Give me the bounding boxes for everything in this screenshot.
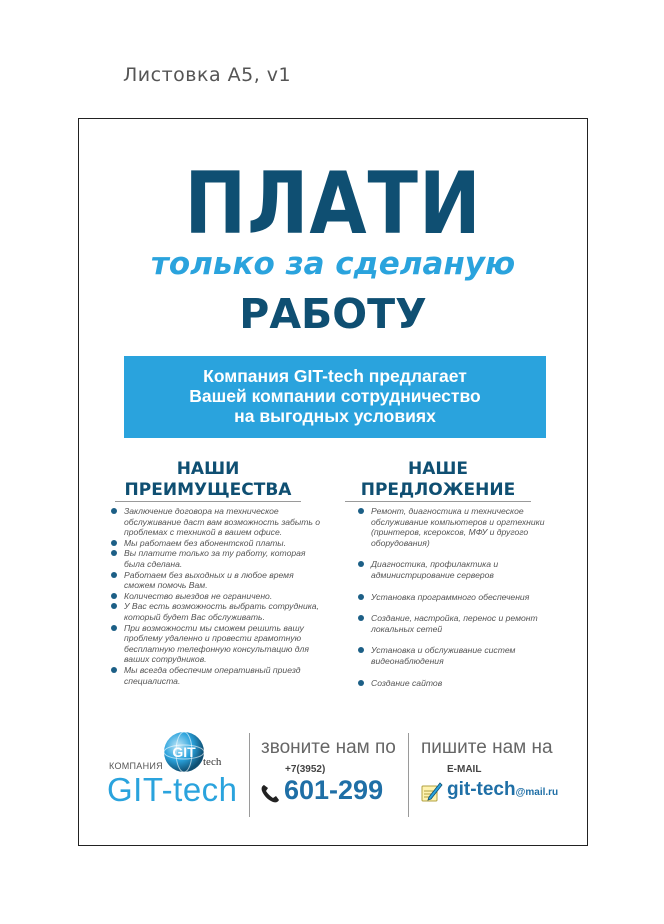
- bullet-icon: [358, 615, 364, 621]
- footer-divider: [249, 733, 250, 817]
- bullet-icon: [111, 603, 117, 609]
- bullet-icon: [111, 667, 117, 673]
- mail-pen-icon: [420, 780, 444, 804]
- headline-work: РАБОТУ: [239, 290, 427, 338]
- headline-sub: только за сделаную: [150, 246, 516, 282]
- phone-icon: [259, 783, 281, 805]
- proposal-list: [358, 506, 563, 699]
- email-user: git-tech: [447, 779, 516, 800]
- list-item: Установка и обслуживание систем видеонаблюдения: [358, 645, 563, 666]
- bullet-icon: [358, 594, 364, 600]
- offer-banner: [124, 356, 546, 438]
- proposal-heading-line-1: НАШЕ: [408, 459, 468, 479]
- advantages-heading-line-1: НАШИ: [176, 459, 240, 479]
- bullet-icon: [111, 540, 117, 546]
- list-item: Мы всегда обеспечим оперативный приезд специалиста.: [111, 665, 321, 686]
- advantages-heading: [113, 459, 303, 501]
- bullet-icon: [358, 508, 364, 514]
- logo-letters: GIT: [172, 744, 196, 760]
- globe-logo-icon: [161, 729, 207, 775]
- list-item: Работаем без выходных и в любое время сможем помочь Вам.: [111, 570, 321, 591]
- advantages-divider: [115, 501, 301, 502]
- offer-line-2: Вашей компании сотрудничество: [189, 386, 481, 406]
- list-item: Заключение договора на техническое обслуживание даст вам возможность забыть о проблемах с техникой в вашем офисе.: [111, 506, 321, 538]
- list-item: Установка программного обеспечения: [358, 592, 563, 603]
- company-label: КОМПАНИЯ: [109, 761, 163, 771]
- phone-number[interactable]: 601-299: [284, 775, 384, 805]
- bullet-icon: [111, 625, 117, 631]
- advantages-list: [111, 506, 321, 686]
- list-item: Создание, настройка, перенос и ремонт локальных сетей: [358, 613, 563, 634]
- flyer-caption: Листовка А5, v1: [123, 64, 292, 86]
- list-item: Диагностика, профилактика и администрирование серверов: [358, 559, 563, 580]
- proposal-divider: [345, 501, 531, 502]
- list-item: Мы работаем без абонентской платы.: [111, 538, 321, 549]
- bullet-icon: [111, 508, 117, 514]
- bullet-icon: [358, 647, 364, 653]
- list-item: При возможности мы сможем решить вашу проблему удаленно и провести грамотную бесплатную телефонную консультацию для ваших сотрудников.: [111, 623, 321, 665]
- bullet-icon: [358, 680, 364, 686]
- logo-suffix: tech: [203, 756, 222, 768]
- proposal-heading: [343, 459, 533, 501]
- list-item: Ремонт, диагностика и техническое обслуживание компьютеров и оргтехники (принтеров, ксероксов, МФУ и другого оборудования): [358, 506, 563, 548]
- proposal-heading-line-2: ПРЕДЛОЖЕНИЕ: [360, 480, 516, 500]
- brand-name: GIT-tech: [107, 771, 238, 808]
- offer-line-1: Компания GIT-tech предлагает: [203, 366, 467, 386]
- bullet-icon: [111, 572, 117, 578]
- list-item: У Вас есть возможность выбрать сотрудника, который будет Вас обслуживать.: [111, 601, 321, 622]
- list-item: Количество выездов не ограничено.: [111, 591, 321, 602]
- bullet-icon: [111, 550, 117, 556]
- email-domain: @mail.ru: [515, 787, 559, 798]
- footer-divider: [408, 733, 409, 817]
- bullet-icon: [358, 561, 364, 567]
- call-label: звоните нам по: [261, 737, 396, 758]
- email-address[interactable]: [447, 779, 558, 801]
- advantages-heading-line-2: ПРЕИМУЩЕСТВА: [124, 480, 292, 500]
- offer-line-3: на выгодных условиях: [234, 406, 436, 426]
- area-code: +7(3952): [285, 764, 326, 775]
- email-label: E-MAIL: [447, 764, 482, 775]
- headline-main: ПЛАТИ: [184, 154, 482, 254]
- flyer-sheet: [78, 118, 588, 846]
- write-label: пишите нам на: [421, 737, 553, 758]
- list-item: Вы платите только за ту работу, которая была сделана.: [111, 548, 321, 569]
- bullet-icon: [111, 593, 117, 599]
- list-item: Создание сайтов: [358, 678, 563, 689]
